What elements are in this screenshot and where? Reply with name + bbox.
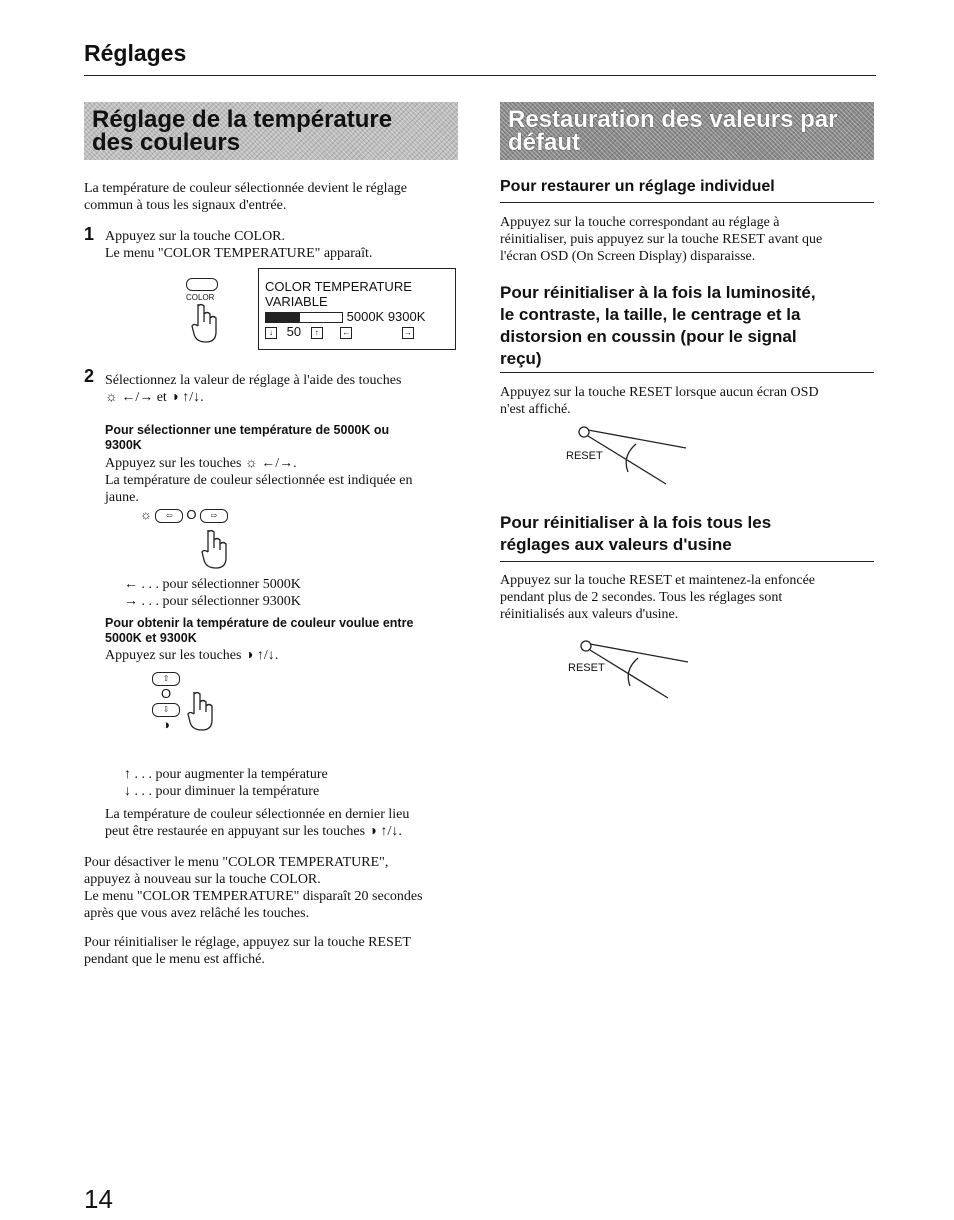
individual-reset-text [500,214,822,265]
paragraph-line: n'est affiché. [500,402,571,417]
note-5000k [124,576,301,593]
deactivate-paragraph [84,854,423,922]
osd-left-key-icon: ← [342,327,351,337]
intro-paragraph [84,180,407,214]
step-2-line: ☼ ←/→ et ◑ ↑/↓. [105,390,204,405]
contrast-buttons-illustration [146,670,186,733]
intro-line: commun à tous les signaux d'entrée. [84,198,287,213]
heading-rule [500,372,874,373]
sub-heading-line: 9300K [105,438,142,452]
page-number: 14 [84,1184,113,1214]
paragraph-line: Le menu "COLOR TEMPERATURE" disparaît 20 secondes [84,889,423,904]
heading-individual-reset: Pour restaurer un réglage individuel [500,178,775,195]
pressing-hand-icon [186,302,226,344]
paragraph-line: pendant que le menu est affiché. [84,952,265,967]
reset-label: RESET [566,450,603,462]
heading-line: distorsion en coussin (pour le signal [500,327,797,346]
right-arrow-button: ⇨ [200,509,228,523]
paragraph-line: l'écran OSD (On Screen Display) disparaisse. [500,249,756,264]
paragraph-line: Pour réinitialiser le réglage, appuyez sur la touche RESET [84,935,411,950]
color-button-illustration [186,278,226,338]
brightness-icon: ☼ [140,507,152,522]
sub-heading-between [105,616,413,646]
sub2-line: Appuyez sur les touches ◑ ↑/↓. [105,648,279,663]
heading-reset-signal [500,282,816,370]
heading-rule [500,202,874,203]
osd-value: 50 [286,324,302,339]
paragraph-line: Appuyez sur la touche RESET et maintenez-la enfoncée [500,573,816,588]
step-1-line: Le menu "COLOR TEMPERATURE" apparaît. [105,246,373,261]
osd-title: COLOR TEMPERATURE [265,279,412,294]
down-arrow-button: ⇩ [152,703,180,717]
down-arrow-icon: ↓ [124,784,131,799]
up-arrow-button: ⇧ [152,672,180,686]
paragraph-line: Appuyez sur la touche RESET lorsque aucun écran OSD [500,385,819,400]
reset-paragraph [84,934,411,968]
header-rule [84,75,876,76]
left-banner-line-2: des couleurs [92,129,241,156]
left-banner-line-1: Réglage de la température [92,106,393,133]
left-section-banner [84,102,458,160]
up-arrow-icon: ↑ [124,767,131,782]
osd-bar-row [265,309,449,324]
pressing-hand-icon [182,690,222,732]
paragraph-line: pendant plus de 2 secondes. Tous les réglages sont [500,590,783,605]
osd-level-bar-fill [266,313,300,322]
paragraph-line: réinitialisés aux valeurs d'usine. [500,607,679,622]
paragraph-line: Appuyez sur la touche correspondant au réglage à [500,215,780,230]
color-button [186,278,218,291]
paragraph-line: Pour désactiver le menu "COLOR TEMPERATURE", [84,855,389,870]
note-9300k [124,593,301,610]
paragraph-line: après que vous avez relâché les touches. [84,906,310,921]
right-arrow-icon: → [124,594,138,609]
intro-line: La température de couleur sélectionnée devient le réglage [84,181,407,196]
note-text: . . . pour sélectionner 5000K [141,577,301,592]
contrast-icon: ◑ [162,717,170,733]
sub1-line: jaune. [105,490,139,505]
left-arrow-button: ⇦ [155,509,183,523]
reset-signal-text [500,384,819,418]
right-section-banner [500,102,874,160]
reset-button-illustration [568,636,698,702]
step-2-line: Sélectionnez la valeur de réglage à l'aide des touches [105,373,402,388]
or-label: O [186,507,197,522]
brightness-buttons-illustration [140,507,228,523]
note-increase [124,766,328,783]
osd-color-temperature-menu [258,268,456,350]
osd-value-row [265,324,449,339]
heading-line: Pour réinitialiser à la fois la luminosité, [500,283,816,302]
osd-down-key-icon: ↓ [265,327,277,339]
page-title: Réglages [84,40,187,66]
factory-reset-text [500,572,815,623]
paragraph-line: réinitialiser, puis appuyez sur la touche RESET avant que [500,232,823,247]
step-1-number: 1 [84,224,95,244]
sub-heading-5000k-9300k [105,423,389,453]
note-text: . . . pour sélectionner 9300K [141,594,301,609]
note-text: . . . pour augmenter la température [134,767,328,782]
osd-level-bar [265,312,343,323]
left-arrow-icon: ← [124,577,138,592]
right-banner-line-2: défaut [508,129,580,156]
step-1-line: Appuyez sur la touche COLOR. [105,229,286,244]
reset-label: RESET [568,662,605,674]
heading-line: le contraste, la taille, le centrage et la [500,305,801,324]
sub2-after-line: peut être restaurée en appuyant sur les touches ◑ ↑/↓. [105,824,402,839]
heading-factory-reset [500,512,771,556]
sub1-notes [124,576,301,610]
heading-rule [500,561,874,562]
color-button-label: COLOR [186,293,215,302]
sub1-text [105,455,412,506]
reset-button-illustration [566,422,696,488]
or-label: O [160,686,172,702]
note-text: . . . pour diminuer la température [134,784,320,799]
heading-line: réglages aux valeurs d'usine [500,535,732,554]
sub2-notes [124,766,328,800]
sub2-after [105,806,409,840]
heading-line: reçu) [500,349,542,368]
step-2-text [105,372,401,406]
pressing-hand-icon [196,528,236,570]
osd-up-key-icon: ↑ [311,327,323,339]
sub1-line: La température de couleur sélectionnée est indiquée en [105,473,413,488]
sub1-line: Appuyez sur les touches ☼ ←/→. [105,456,297,471]
sub-heading-line: Pour obtenir la température de couleur voulue entre [105,616,414,630]
sub2-after-line: La température de couleur sélectionnée en dernier lieu [105,807,410,822]
sub-heading-line: Pour sélectionner une température de 5000K ou [105,423,390,437]
right-banner-line-1: Restauration des valeurs par [508,106,838,133]
osd-range: 5000K 9300K [346,309,426,324]
note-decrease [124,783,328,800]
step-1-text [105,228,372,262]
sub-heading-line: 5000K et 9300K [105,631,197,645]
osd-mode: VARIABLE [265,294,328,309]
osd-right-key-icon: → [403,327,412,337]
paragraph-line: appuyez à nouveau sur la touche COLOR. [84,872,321,887]
heading-line: Pour réinitialiser à la fois tous les [500,513,772,532]
step-2-number: 2 [84,366,95,386]
